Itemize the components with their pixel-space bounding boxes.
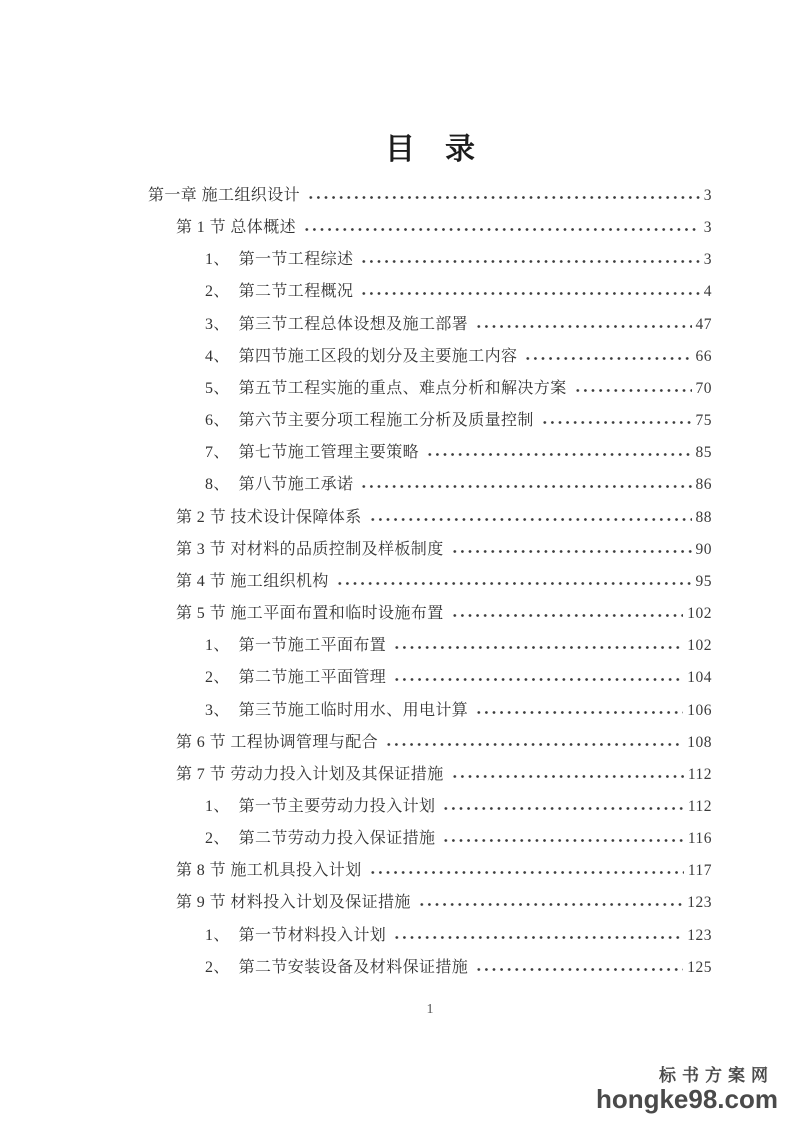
toc-entry: [148, 600, 712, 632]
toc-entry-label: 4、 第四节施工区段的划分及主要施工内容: [205, 347, 518, 365]
toc-entry: [148, 504, 712, 536]
toc-leader-dots: [369, 517, 692, 522]
toc-entry-page: 4: [703, 283, 712, 301]
toc-entry: [148, 857, 712, 889]
toc-entry: [148, 825, 712, 857]
toc-entry: [148, 375, 712, 407]
toc-entry: [148, 954, 712, 986]
toc-leader-dots: [360, 484, 691, 489]
toc-entry-label: 2、 第二节安装设备及材料保证措施: [205, 958, 469, 976]
toc-leader-dots: [475, 967, 683, 972]
toc-entry: [148, 729, 712, 761]
toc-leader-dots: [451, 774, 684, 779]
toc-entry: [148, 632, 712, 664]
toc-entry-page: 108: [687, 733, 712, 751]
toc-entry-page: 90: [695, 540, 712, 558]
toc-leader-dots: [451, 613, 684, 618]
toc-entry-page: 112: [687, 797, 712, 815]
toc-entry-label: 2、 第二节工程概况: [205, 283, 354, 301]
toc-entry: [148, 536, 712, 568]
toc-entry-label: 第 4 节 施工组织机构: [176, 572, 329, 590]
toc-entry: [148, 568, 712, 600]
toc-leader-dots: [418, 902, 683, 907]
toc-leader-dots: [369, 870, 684, 875]
toc-entry: [148, 246, 712, 278]
toc-entry-label: 1、 第一节施工平面布置: [205, 637, 387, 655]
toc-leader-dots: [385, 742, 683, 747]
toc-entry-label: 第 8 节 施工机具投入计划: [176, 862, 362, 880]
watermark: [596, 1067, 778, 1112]
toc-entry-label: 第一章 施工组织设计: [148, 187, 301, 204]
toc-entry-label: 2、 第二节施工平面管理: [205, 669, 387, 687]
footer-page-number: 1: [426, 1002, 434, 1017]
toc-entry-page: 116: [687, 830, 712, 848]
toc-entry-page: 47: [695, 315, 712, 333]
toc-entry-page: 102: [687, 605, 712, 623]
toc-entry-label: 1、 第一节工程综述: [205, 251, 354, 269]
page-title: 目 录: [385, 133, 475, 166]
toc-leader-dots: [451, 549, 692, 554]
toc-entry-page: 106: [687, 701, 712, 719]
toc-entry-page: 85: [695, 444, 712, 462]
toc-entry: [148, 922, 712, 954]
toc-entry-page: 86: [695, 476, 712, 494]
toc-entry: [148, 182, 712, 214]
toc-leader-dots: [524, 356, 691, 361]
toc-leader-dots: [393, 935, 683, 940]
toc-entry-page: 75: [695, 412, 712, 430]
toc-leader-dots: [393, 645, 683, 650]
toc-entry: [148, 761, 712, 793]
toc-entry-page: 102: [687, 637, 712, 655]
toc-entry-label: 7、 第七节施工管理主要策略: [205, 444, 420, 462]
toc-entry: [148, 889, 712, 921]
toc-entry: [148, 793, 712, 825]
toc-entry: [148, 664, 712, 696]
toc-entry-label: 第 6 节 工程协调管理与配合: [176, 733, 379, 751]
toc-leader-dots: [393, 677, 683, 682]
toc-entry-page: 123: [687, 894, 712, 912]
watermark-site-name: 标书方案网: [659, 1066, 774, 1085]
toc-entry-page: 123: [687, 926, 712, 944]
toc-entry-page: 88: [695, 508, 712, 526]
toc-entry-page: 104: [687, 669, 712, 687]
toc-entry-label: 1、 第一节主要劳动力投入计划: [205, 797, 436, 815]
toc-leader-dots: [426, 452, 691, 457]
toc-entry-label: 3、 第三节工程总体设想及施工部署: [205, 315, 469, 333]
toc-entry-page: 3: [703, 187, 712, 204]
toc-entry-page: 95: [695, 572, 712, 590]
toc-entry-label: 第 1 节 总体概述: [176, 219, 297, 237]
toc-entry-label: 第 2 节 技术设计保障体系: [176, 508, 362, 526]
toc-entry-page: 3: [703, 219, 712, 237]
toc-list: [148, 182, 712, 986]
toc-entry-label: 8、 第八节施工承诺: [205, 476, 354, 494]
toc-entry-label: 第 7 节 劳动力投入计划及其保证措施: [176, 765, 444, 783]
toc-entry-page: 3: [703, 251, 712, 269]
toc-entry-label: 6、 第六节主要分项工程施工分析及质量控制: [205, 412, 534, 430]
toc-entry: [148, 471, 712, 503]
toc-entry-page: 125: [687, 958, 712, 976]
toc-entry-page: 66: [695, 347, 712, 365]
toc-entry-label: 第 9 节 材料投入计划及保证措施: [176, 894, 411, 912]
toc-leader-dots: [336, 581, 692, 586]
toc-entry: [148, 343, 712, 375]
toc-entry-label: 2、 第二节劳动力投入保证措施: [205, 830, 436, 848]
toc-entry-label: 1、 第一节材料投入计划: [205, 926, 387, 944]
toc-leader-dots: [303, 227, 700, 232]
toc-entry: [148, 697, 712, 729]
toc-leader-dots: [360, 291, 699, 296]
toc-leader-dots: [475, 324, 691, 329]
toc-leader-dots: [574, 388, 692, 393]
toc-leader-dots: [442, 806, 683, 811]
toc-entry-label: 第 3 节 对材料的品质控制及样板制度: [176, 540, 444, 558]
toc-entry-page: 112: [687, 765, 712, 783]
toc-leader-dots: [360, 259, 699, 264]
toc-entry-label: 3、 第三节施工临时用水、用电计算: [205, 701, 469, 719]
toc-entry: [148, 214, 712, 246]
toc-entry-label: 5、 第五节工程实施的重点、难点分析和解决方案: [205, 379, 567, 397]
watermark-site-url: hongke98.com: [595, 1084, 778, 1114]
toc-entry-label: 第 5 节 施工平面布置和临时设施布置: [176, 605, 444, 623]
toc-entry: [148, 407, 712, 439]
toc-leader-dots: [307, 195, 700, 200]
toc-entry: [148, 439, 712, 471]
toc-leader-dots: [541, 420, 692, 425]
toc-entry: [148, 311, 712, 343]
toc-leader-dots: [475, 710, 683, 715]
toc-entry-page: 117: [687, 862, 712, 880]
toc-entry: [148, 278, 712, 310]
toc-leader-dots: [442, 838, 683, 843]
toc-entry-page: 70: [695, 379, 712, 397]
